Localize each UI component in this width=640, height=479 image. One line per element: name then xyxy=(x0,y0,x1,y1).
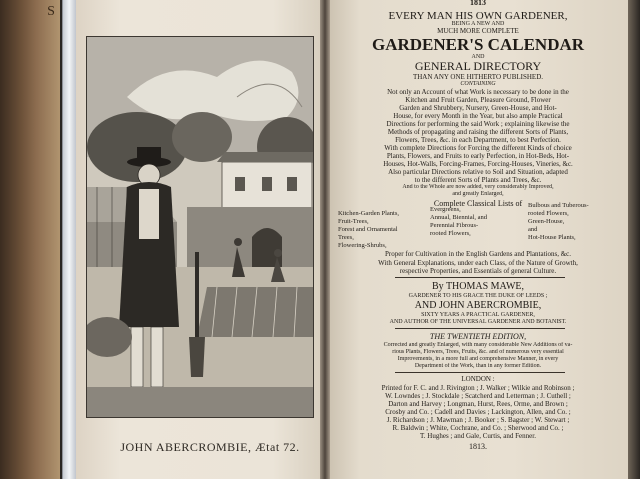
title-line-2: BEING A NEW AND xyxy=(451,21,505,27)
description-line: With complete Directions for Forcing the different Kinds of choice xyxy=(384,144,572,152)
list-column-2: Evergreens, Annual, Biennial, and Perennial Fibrous- rooted Flowers, xyxy=(430,206,488,237)
description-line: to the different Sorts of Plants and Trees, &c. xyxy=(414,176,542,184)
publication-year: 1813. xyxy=(469,442,487,451)
edition-text-line: rious Plants, Flowers, Trees, Fruits, &c. and of numerous very essential xyxy=(392,349,564,355)
spine-label: S xyxy=(47,4,55,19)
description-line: and greatly Enlarged, xyxy=(452,191,504,197)
edition-text-line: Department of the Work, than in any former Edition. xyxy=(414,363,542,369)
title-line-3: MUCH MORE COMPLETE xyxy=(437,27,519,35)
author-mawe-role: GARDENER TO HIS GRACE THE DUKE OF LEEDS ; xyxy=(408,293,548,299)
description-line: House, for every Month in the Year, but also ample Practical xyxy=(393,112,563,120)
printers-line: Printed for F. C. and J. Rivington ; J. Walker ; Wilkie and Robinson ; xyxy=(381,384,575,392)
divider xyxy=(395,372,565,373)
printers-line: J. Richardson ; J. Mawman ; J. Booker ; S. Bagster ; W. Stewart ; xyxy=(386,416,570,424)
description-line: Houses, Hot-Walls, Forcing-Frames, Forcing-Houses, Vineries, &c. xyxy=(383,160,573,168)
printers-line: T. Hughes ; and Gale, Curtis, and Fenner. xyxy=(420,432,536,440)
printers-line: W. Lowndes ; J. Stockdale ; Scatcherd and Letterman ; J. Cuthell ; xyxy=(385,392,571,400)
containing-label: CONTAINING xyxy=(460,81,496,87)
general-line: respective Properties, and Essentials of general Culture. xyxy=(399,267,557,275)
lists-heading: Complete Classical Lists of xyxy=(433,199,523,208)
description-line: Not only an Account of what Work is necessary to be done in the xyxy=(387,88,569,96)
edition-text-line: Corrected and greatly Enlarged, with many considerable New Additions of va- xyxy=(383,342,573,348)
printers-line: R. Baldwin ; White, Cochrane, and Co. ; Sherwood and Co. ; xyxy=(392,424,564,432)
description-line: And to the Whole are now added, very considerably Improved, xyxy=(402,184,554,190)
description-line: Garden and Shrubbery, Nursery, Green-House, and Hot- xyxy=(399,104,557,112)
description-line: Plants, Flowers, and Fruits to early Perfection, in Hot-Beds, Hot- xyxy=(386,152,570,160)
printers-line: Crosby and Co. ; Cadell and Davies ; Lackington, Allen, and Co. ; xyxy=(385,408,571,416)
page-number: 1813 xyxy=(470,0,486,7)
author-mawe: By THOMAS MAWE, xyxy=(431,281,525,292)
published-line: THAN ANY ONE HITHERTO PUBLISHED. xyxy=(412,73,544,81)
book-gutter xyxy=(320,0,330,479)
author-abercrombie-role-1: SIXTY YEARS A PRACTICAL GARDENER, xyxy=(421,312,535,318)
frontispiece-engraving xyxy=(86,36,314,418)
list-column-1: Kitchen-Garden Plants, Fruit-Trees, Forest and Ornamental Trees, Flowering-Shrubs, xyxy=(338,210,400,249)
divider xyxy=(395,277,565,278)
description-line: Directions for performing the said Work ; explaining likewise the xyxy=(386,120,570,128)
author-abercrombie: AND JOHN ABERCROMBIE, xyxy=(414,300,542,311)
printers-line: Darton and Harvey ; Longman, Hurst, Rees, Orme, and Brown ; xyxy=(388,400,568,408)
subtitle: GENERAL DIRECTORY xyxy=(414,60,542,73)
description-line: Methods of propagating and raising the different Sorts of Plants, xyxy=(387,128,569,136)
description-line: Kitchen and Fruit Garden, Pleasure Ground, Flower xyxy=(405,96,551,104)
edition-label: THE TWENTIETH EDITION, xyxy=(429,332,527,341)
description-line: Flowers, Trees, &c. in each Department, to best Perfection. xyxy=(395,136,561,144)
divider xyxy=(395,328,565,329)
description-line: Also particular Directions relative to Soil and Situation, adapted xyxy=(388,168,568,176)
book-edge-right xyxy=(628,0,640,479)
book-spine-left xyxy=(0,0,60,479)
title-and: AND xyxy=(471,54,485,60)
edition-text-line: Improvements, in a more full and comprehensive Manner, in every xyxy=(397,356,559,362)
author-abercrombie-role-2: AND AUTHOR OF THE UNIVERSAL GARDENER AND BOTANIST. xyxy=(389,319,567,325)
general-line: With General Explanations, under each Class, of the Nature of Growth, xyxy=(378,259,578,267)
list-column-3: Bulbous and Tuberous- rooted Flowers, Green-House, and Hot-House Plants, xyxy=(528,202,589,241)
proper-line: Proper for Cultivation in the English Gardens and Plantations, &c. xyxy=(384,250,572,258)
main-title: GARDENER'S CALENDAR xyxy=(371,35,585,54)
london-label: LONDON : xyxy=(461,375,495,383)
frontispiece-caption: JOHN ABERCROMBIE, Ætat 72. xyxy=(120,440,300,454)
title-line-1: EVERY MAN HIS OWN GARDENER, xyxy=(388,10,568,22)
